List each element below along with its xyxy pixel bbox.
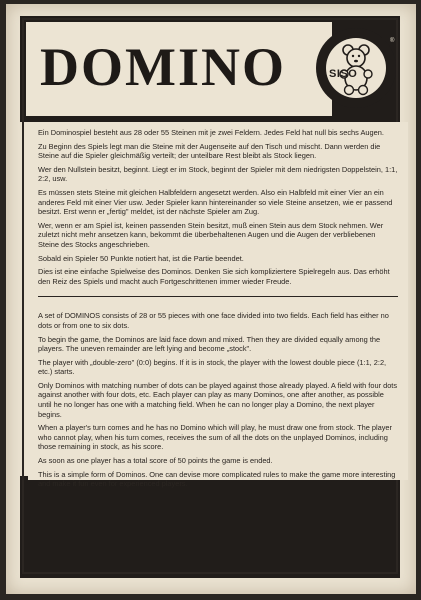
english-paragraph: As soon as one player has a total score of 50 points the game is ended. [38,456,273,466]
registered-mark: ® [390,38,395,44]
english-paragraph: The player with „double-zero" (0:0) begins. If it is in stock, the player with the lowest double piece (1:1, 2:2, etc.) starts. [38,357,387,377]
english-rules [38,311,398,489]
english-paragraph: This is a simple form of Dominos. One can devise more complicated rules to make the game more interesting and make it fun even for experienced players. [38,469,396,489]
german-paragraph: Wer den Nullstein besitzt, beginnt. Liegt er im Stock, beginnt der Spieler mit dem niedrigsten Doppelstein, 1:1, 2:2, usw. [38,164,398,184]
rules-content [28,122,408,489]
german-paragraph: Es müssen stets Steine mit gleichen Halbfeldern angesetzt werden. Also ein Halbfeld mit einer Vier an ein anderes Feld mit einer Vier usw. Jeder Spieler kann hintereinander so viele Steine ansetzen, wie er passend besitzt. Erst wenn er „fertig" meldet, ist der nächste Spieler am Zug. [38,187,393,217]
english-paragraph: When a player's turn comes and he has no Domino which will play, he must draw one from stock. The player who cannot play, when his turn comes, receives the sum of all the dots on the unplayed Dominos, including those remaining in stock, as his score. [38,423,392,452]
instruction-sheet [6,4,416,594]
german-paragraph: Ein Dominospiel besteht aus 28 oder 55 Steinen mit je zwei Feldern. Jedes Feld hat null bis sechs Augen. [38,128,384,137]
english-paragraph: A set of DOMINOS consists of 28 or 55 pieces with one face divided into two fields. Each field has either no dots or from one to six dots. [38,311,389,330]
english-paragraph: To begin the game, the Dominos are laid face down and mixed. Then they are divided equally among the players. The uneven remainder are left lying and become „stock". [38,334,381,354]
english-paragraph: Only Dominos with matching number of dots can be played against those already played. A field with four dots against another with four dots, etc. Each player can play as many Dominos, one after another, as possible until he no longer has one with a matching field. When he can no longer play a Domino, the next player begins. [38,380,398,419]
section-divider [38,296,398,297]
german-rules [38,128,398,286]
logo-brand-name: SISO [329,68,358,80]
german-paragraph: Zu Beginn des Spiels legt man die Steine mit der Augenseite auf den Tisch und mischt. Dann werden die Steine auf die Spieler gleichmäßig verteilt; der unteilbare Rest bleibt als Stock liegen. [38,141,381,161]
german-paragraph: Wer, wenn er am Spiel ist, keinen passenden Stein besitzt, muß einen Stein aus dem Stock nehmen. Wer zuletzt nicht mehr ansetzen kann, bekommt die überbehaltenen Augen und die Augen der verbliebenen Steine des Stocks angeschrieben. [38,220,384,249]
german-paragraph: Sobald ein Spieler 50 Punkte notiert hat, ist die Partie beendet. [38,253,244,263]
page-title: DOMINO [40,37,286,97]
german-paragraph: Dies ist eine einfache Spielweise des Dominos. Denken Sie sich kompliziertere Spielregeln aus. Das erhöht den Reiz des Spiels und macht auch Fortgeschrittenen immer wieder Freude. [38,267,390,286]
